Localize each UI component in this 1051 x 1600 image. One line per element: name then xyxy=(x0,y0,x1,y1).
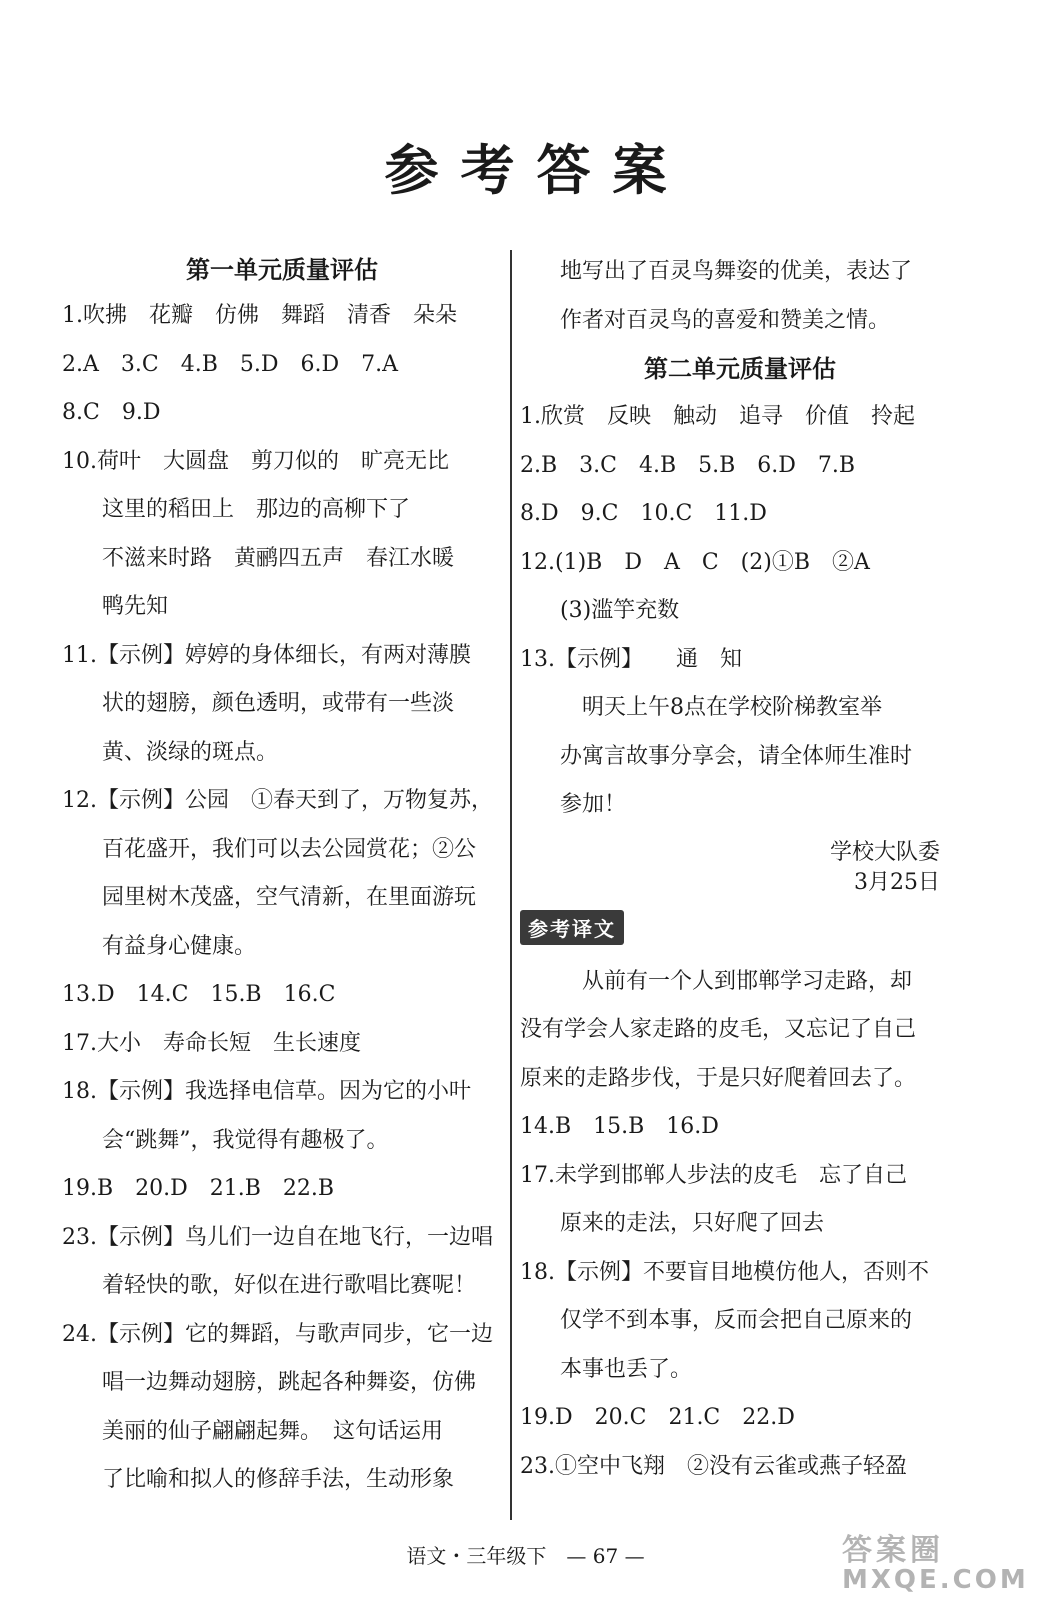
answer-line: 鸭先知 xyxy=(102,594,169,619)
answer-line: 8.C 9.D xyxy=(62,400,161,425)
answer-line: 2.B 3.C 4.B 5.B 6.D 7.B xyxy=(520,452,856,478)
right-column xyxy=(520,248,960,1491)
translation-badge: 参考译文 xyxy=(520,910,624,945)
answer-line: 办寓言故事分享会，请全体师生准时 xyxy=(560,743,913,769)
answer-line: 12.【示例】公园 ①春天到了，万物复苏， xyxy=(62,788,493,813)
answer-line: 唱一边舞动翅膀，跳起各种舞姿，仿佛 xyxy=(102,1370,477,1395)
answer-line: 19.D 20.C 21.C 22.D xyxy=(520,1405,795,1430)
answer-line: 2.A 3.C 4.B 5.D 6.D 7.A xyxy=(62,351,398,377)
column-divider xyxy=(510,250,512,1520)
notice-signature: 学校大队委 xyxy=(829,839,940,865)
answer-line: 会“跳舞”，我觉得有趣极了。 xyxy=(102,1127,389,1153)
answer-line: 状的翅膀，颜色透明，或带有一些淡 xyxy=(102,691,455,716)
page-title: 参考答案 xyxy=(384,138,689,202)
answer-line: 了比喻和拟人的修辞手法，生动形象 xyxy=(102,1467,455,1492)
answer-line: 这里的稻田上 那边的高柳下了 xyxy=(102,497,411,522)
answer-line: 园里树木茂盛，空气清新，在里面游玩 xyxy=(102,885,477,910)
answer-line: 11.【示例】婷婷的身体细长，有两对薄膜 xyxy=(62,642,471,668)
answer-line: 百花盛开，我们可以去公园赏花；②公 xyxy=(102,836,477,862)
answer-line: 地写出了百灵鸟舞姿的优美，表达了 xyxy=(560,259,913,284)
answer-line: 17.未学到邯郸人步法的皮毛 忘了自己 xyxy=(520,1162,907,1188)
answer-line: 本事也丢了。 xyxy=(560,1356,693,1382)
translation-badge-row xyxy=(520,898,960,958)
answer-line: 13.D 14.C 15.B 16.C xyxy=(62,982,336,1007)
answer-line: 从前有一个人到邯郸学习走路，却 xyxy=(560,968,913,994)
right-answer-list xyxy=(520,393,960,830)
answer-line: (3)滥竽充数 xyxy=(560,598,680,623)
answer-line: 23.【示例】鸟儿们一边自在地飞行，一边唱 xyxy=(62,1224,493,1250)
answer-line: 作者对百灵鸟的喜爱和赞美之情。 xyxy=(560,307,891,333)
answer-line: 原来的走法，只好爬了回去 xyxy=(560,1211,825,1236)
answer-line: 1.吹拂 花瓣 仿佛 舞蹈 清香 朵朵 xyxy=(62,303,457,328)
watermark-text-bottom: MXQE.COM xyxy=(842,1565,1029,1595)
page-footer: 语文・三年级下 — 67 — xyxy=(406,1544,645,1568)
answer-line: 黄、淡绿的斑点。 xyxy=(102,739,279,765)
watermark-text-top: 答案圈 xyxy=(842,1533,944,1568)
translation-and-answers xyxy=(520,958,960,1492)
answer-line: 12.(1)B D A C (2)①B ②A xyxy=(520,549,870,575)
answer-line: 24.【示例】它的舞蹈，与歌声同步，它一边 xyxy=(62,1321,493,1347)
section-title-unit-2: 第二单元质量评估 xyxy=(644,355,836,383)
answer-line: 参加！ xyxy=(560,792,627,817)
answer-line: 10.荷叶 大圆盘 剪刀似的 旷亮无比 xyxy=(62,448,449,474)
answer-line: 14.B 15.B 16.D xyxy=(520,1114,719,1139)
section-title-unit-1: 第一单元质量评估 xyxy=(186,256,378,284)
answer-line: 19.B 20.D 21.B 22.B xyxy=(62,1176,335,1201)
answer-line: 有益身心健康。 xyxy=(102,933,257,959)
left-column xyxy=(62,248,502,1505)
watermark-logo xyxy=(842,1525,1042,1595)
answer-line: 13.【示例】 通 知 xyxy=(520,646,742,672)
answer-line: 23.①空中飞翔 ②没有云雀或燕子轻盈 xyxy=(520,1453,907,1479)
answer-line: 没有学会人家走路的皮毛，又忘记了自己 xyxy=(520,1017,917,1042)
answer-line: 1.欣赏 反映 触动 追寻 价值 拎起 xyxy=(520,404,915,429)
answer-line: 原来的走路步伐，于是只好爬着回去了。 xyxy=(520,1065,917,1091)
answer-line: 17.大小 寿命长短 生长速度 xyxy=(62,1030,361,1056)
answer-line: 不滋来时路 黄鹂四五声 春江水暖 xyxy=(102,545,455,571)
answer-line: 18.【示例】不要盲目地模仿他人，否则不 xyxy=(520,1259,929,1285)
answer-line: 明天上午8点在学校阶梯教室举 xyxy=(560,695,882,720)
answer-line: 8.D 9.C 10.C 11.D xyxy=(520,501,767,526)
right-continued-answers xyxy=(520,248,960,345)
answer-line: 美丽的仙子翩翩起舞。 这句话运用 xyxy=(102,1418,444,1444)
answer-line: 仅学不到本事，反而会把自己原来的 xyxy=(560,1308,913,1333)
left-answer-list xyxy=(62,292,502,1505)
notice-date: 3月25日 xyxy=(854,869,940,895)
answer-line: 18.【示例】我选择电信草。因为它的小叶 xyxy=(62,1079,471,1104)
answer-line: 着轻快的歌，好似在进行歌唱比赛呢！ xyxy=(102,1273,477,1298)
